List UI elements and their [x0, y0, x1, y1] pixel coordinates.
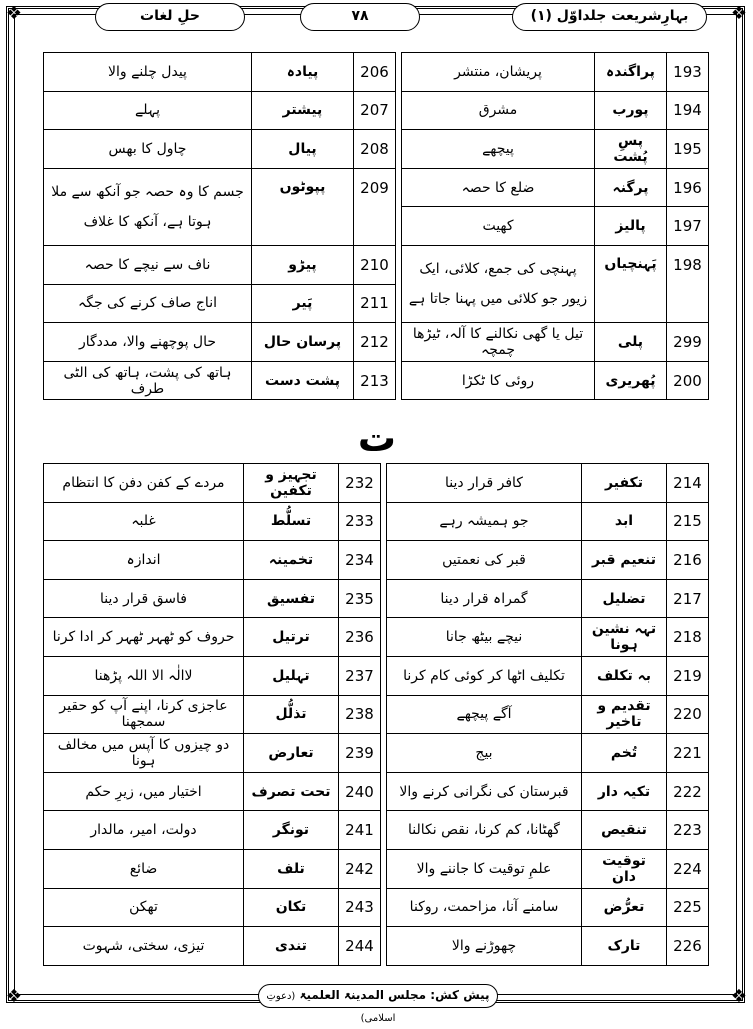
table-row: 194 پورب مشرق 207 پیشتر پہلے [44, 91, 709, 130]
entry-word: تجہیز و تکفین [244, 464, 339, 503]
book-title: بہارِشریعت جلداوّل (۱) [512, 3, 707, 31]
glossary-table-pe [43, 52, 709, 400]
entry-number: 244 [339, 927, 381, 966]
table-row: 197 پالیز کھیت [44, 207, 709, 246]
entry-meaning: اختیار میں، زیرِ حکم [44, 772, 244, 811]
entry-meaning: لاالٰہ الا اللہ پڑھنا [44, 656, 244, 695]
glossary-table-te [43, 463, 709, 966]
entry-number: 224 [667, 849, 709, 888]
entry-number: 241 [339, 811, 381, 850]
page-number: ۷۸ [300, 3, 420, 31]
entry-meaning: آگے پیچھے [387, 695, 582, 734]
table-row: 198 پَہنچیاں پہنچی کی جمع، کلائی، ایک زیور جو کلائی میں پہنا جاتا ہے 210 پیڑو ناف سے نیچے کا حصہ [44, 245, 709, 284]
entry-word: تفسیق [244, 579, 339, 618]
entry-word: تونگر [244, 811, 339, 850]
entry-meaning: دولت، امیر، مالدار [44, 811, 244, 850]
entry-number: 232 [339, 464, 381, 503]
entry-meaning: چھوڑنے والا [387, 927, 582, 966]
entry-word: تعارض [244, 734, 339, 773]
entry-word: تُخم [582, 734, 667, 773]
entry-number: 222 [667, 772, 709, 811]
entry-meaning: عاجزی کرنا، اپنے آپ کو حقیر سمجھنا [44, 695, 244, 734]
entry-word: تذلُّل [244, 695, 339, 734]
entry-word: تعرُّض [582, 888, 667, 927]
entry-meaning: تیزی، سختی، شہوت [44, 927, 244, 966]
entry-number: 234 [339, 541, 381, 580]
entry-word: تکیہ دار [582, 772, 667, 811]
entry-number: 236 [339, 618, 381, 657]
entry-number: 221 [667, 734, 709, 773]
entry-number: 216 [667, 541, 709, 580]
entry-meaning: قبر کی نعمتیں [387, 541, 582, 580]
corner-ornament-icon: ❖ [5, 3, 23, 24]
table-row [44, 927, 709, 966]
entry-number: 235 [339, 579, 381, 618]
table-row: 211 پَیر اناج صاف کرنے کی جگہ [44, 284, 709, 323]
entry-number: 237 [339, 656, 381, 695]
entry-word: تکان [244, 888, 339, 927]
entry-number: 233 [339, 502, 381, 541]
entry-number: 238 [339, 695, 381, 734]
entry-meaning: تھکن [44, 888, 244, 927]
entry-number: 225 [667, 888, 709, 927]
corner-ornament-icon: ❖ [730, 986, 748, 1007]
table-row [44, 849, 709, 888]
entry-word: تلف [244, 849, 339, 888]
entry-word: توقیت دان [582, 849, 667, 888]
entry-word: تنقیص [582, 811, 667, 850]
entry-number: 223 [667, 811, 709, 850]
entry-word: تہلیل [244, 656, 339, 695]
entry-meaning: تکلیف اٹھا کر کوئی کام کرنا [387, 656, 582, 695]
entry-number: 243 [339, 888, 381, 927]
entry-number: 215 [667, 502, 709, 541]
table-row: 200 پُھریری روئی کا ٹکڑا 213 پشت دست ہاتھ کی پشت، ہاتھ کی الٹی طرف [44, 361, 709, 400]
entry-word: ترتیل [244, 618, 339, 657]
entry-number: 242 [339, 849, 381, 888]
table-row [44, 811, 709, 850]
table-row: 195 پسِ پُشت پیچھے 208 پیال چاول کا بھس [44, 130, 709, 169]
entry-meaning: حروف کو ٹھہر ٹھہر کر ادا کرنا [44, 618, 244, 657]
entry-word: تضلیل [582, 579, 667, 618]
entry-meaning: فاسق قرار دینا [44, 579, 244, 618]
entry-meaning: مردے کے کفن دفن کا انتظام [44, 464, 244, 503]
entry-number: 214 [667, 464, 709, 503]
table-row [44, 772, 709, 811]
table-row [44, 464, 709, 503]
corner-ornament-icon: ❖ [5, 986, 23, 1007]
table-row [44, 618, 709, 657]
entry-word: تندی [244, 927, 339, 966]
entry-meaning: علمِ توقیت کا جاننے والا [387, 849, 582, 888]
entry-meaning: غلبہ [44, 502, 244, 541]
table-row [44, 734, 709, 773]
entry-meaning: دو چیزوں کا آپس میں مخالف ہونا [44, 734, 244, 773]
entry-number: 240 [339, 772, 381, 811]
section-title: حلِ لغات [95, 3, 245, 31]
entry-word: تسلُّط [244, 502, 339, 541]
entry-word: ابد [582, 502, 667, 541]
entry-number: 218 [667, 618, 709, 657]
entry-word: تارک [582, 927, 667, 966]
table-row [44, 695, 709, 734]
entry-meaning: کافر قرار دینا [387, 464, 582, 503]
table-row [44, 541, 709, 580]
table-row [44, 888, 709, 927]
entry-meaning: بیج [387, 734, 582, 773]
entry-meaning: سامنے آنا، مزاحمت، روکنا [387, 888, 582, 927]
footer-suffix: (دعوتِ اسلامی) [266, 991, 396, 1024]
entry-word: بہ تکلف [582, 656, 667, 695]
entry-number: 239 [339, 734, 381, 773]
table-row [44, 502, 709, 541]
table-row: 193 پراگندہ پریشان، منتشر 206 پیادہ پیدل چلنے والا [44, 53, 709, 92]
section-letter-heading: ت [357, 416, 397, 460]
entry-meaning: ضائع [44, 849, 244, 888]
table-row [44, 579, 709, 618]
corner-ornament-icon: ❖ [730, 3, 748, 24]
entry-number: 217 [667, 579, 709, 618]
entry-meaning: گھٹانا، کم کرنا، نقص نکالنا [387, 811, 582, 850]
publisher-footer [258, 984, 498, 1024]
table-row: 196 پرگنہ ضلع کا حصہ 209 پپوٹوں جسم کا وہ حصہ جو آنکھ سے ملا ہوتا ہے، آنکھ کا غلاف [44, 168, 709, 207]
entry-word: تہہ نشین ہونا [582, 618, 667, 657]
entry-word: تخمینہ [244, 541, 339, 580]
entry-word: تحت تصرف [244, 772, 339, 811]
entry-meaning: جو ہمیشہ رہے [387, 502, 582, 541]
entry-word: تکفیر [582, 464, 667, 503]
table-row: 299 پلی تیل یا گھی نکالنے کا آلہ، ٹیڑھا چمچہ 212 پرسان حال حال پوچھنے والا، مددگار [44, 323, 709, 362]
entry-word: تقدیم و تاخیر [582, 695, 667, 734]
entry-number: 220 [667, 695, 709, 734]
entry-meaning: گمراہ قرار دینا [387, 579, 582, 618]
entry-word: تنعیم قبر [582, 541, 667, 580]
entry-meaning: قبرستان کی نگرانی کرنے والا [387, 772, 582, 811]
footer-prefix: پیش کش: [430, 988, 490, 1002]
footer-publisher: مجلس المدینۃ العلمیۃ [299, 988, 427, 1002]
entry-meaning: نیچے بیٹھ جانا [387, 618, 582, 657]
table-row [44, 656, 709, 695]
entry-number: 219 [667, 656, 709, 695]
entry-number: 226 [667, 927, 709, 966]
entry-meaning: اندازہ [44, 541, 244, 580]
